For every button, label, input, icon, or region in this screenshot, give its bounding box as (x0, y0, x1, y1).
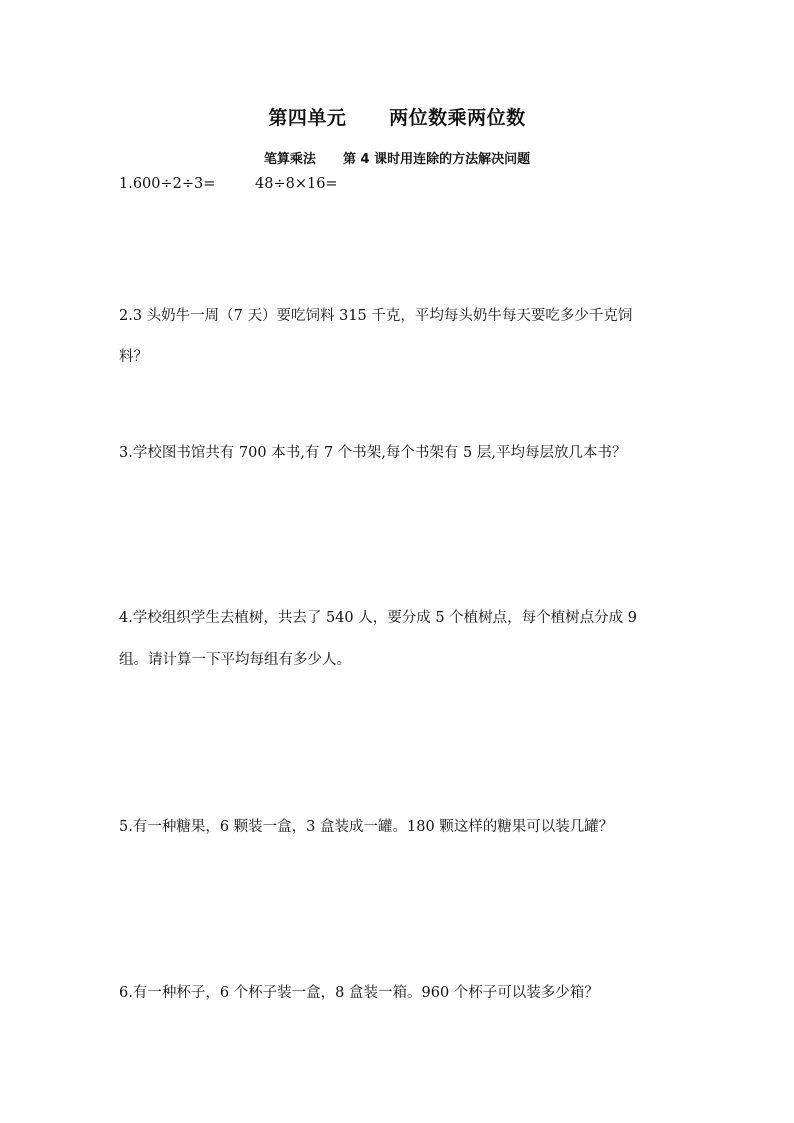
question-4-line-1: 4.学校组织学生去植树，共去了 540 人，要分成 5 个植树点，每个植树点分成 9 (119, 610, 638, 626)
question-2-line-2: 料？ (119, 349, 148, 365)
question-3: 3.学校图书馆共有 700 本书,有 7 个书架,每个书架有 5 层,平均每层放几本书？ (119, 445, 627, 461)
question-6: 6.有一种杯子，6 个杯子装一盒，8 盒装一箱。960 个杯子可以装多少箱？ (119, 985, 599, 1001)
question-1-part-a: 1.600÷2÷3= (119, 176, 216, 192)
question-5: 5.有一种糖果，6 颗装一盒，3 盒装成一罐。180 颗这样的糖果可以装几罐？ (119, 819, 614, 835)
question-2-line-1: 2.3 头奶牛一周（7 天）要吃饲料 315 千克，平均每头奶牛每天要吃多少千克饲 (119, 308, 633, 324)
lesson-subtitle: 笔算乘法 第 4 课时用连除的方法解决问题 (263, 152, 531, 167)
question-1-part-b: 48÷8×16= (255, 176, 338, 192)
question-4-line-2: 组。请计算一下平均每组有多少人。 (119, 652, 351, 668)
page-title: 第四单元 两位数乘两位数 (268, 107, 526, 129)
